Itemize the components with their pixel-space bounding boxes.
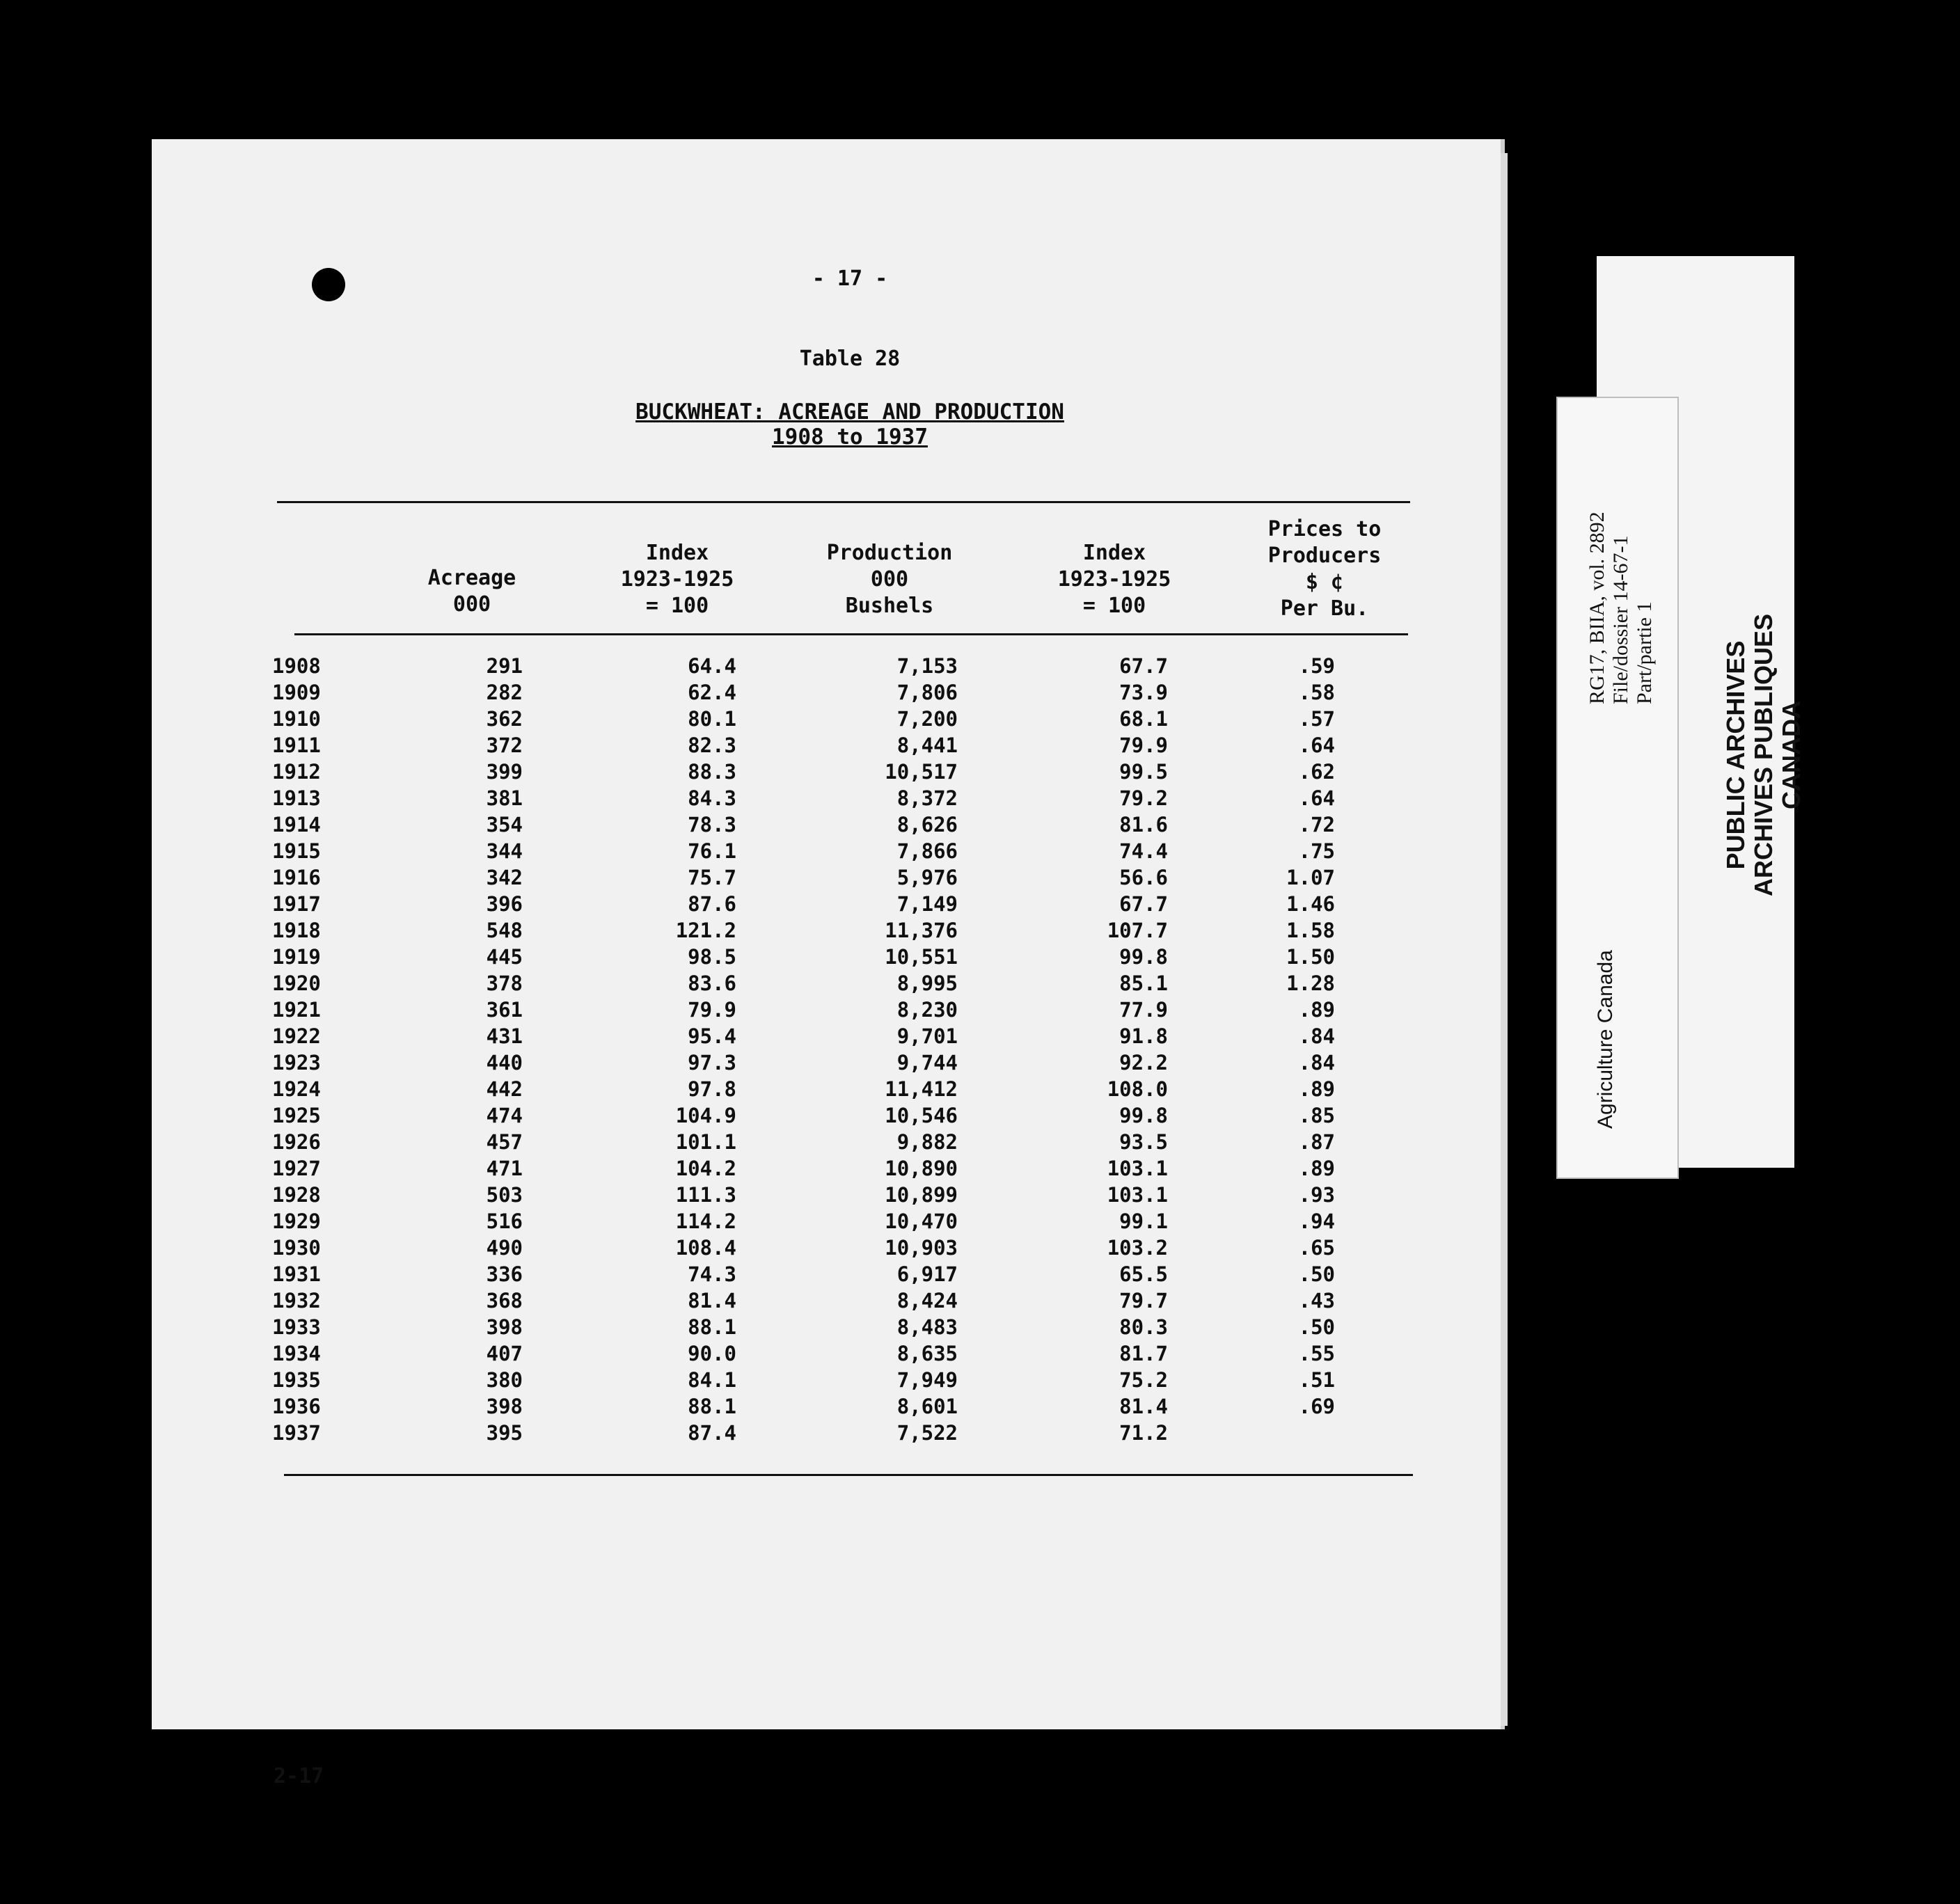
- production-cell: 6,917: [896, 1262, 958, 1286]
- price-cell: .59: [1298, 654, 1335, 678]
- document-page: [152, 139, 1501, 1788]
- production-index-cell: 68.1: [1119, 707, 1168, 731]
- acreage-index-cell: 88.1: [688, 1395, 736, 1418]
- acreage-cell: 440: [486, 1051, 523, 1074]
- acreage-index-cell: 88.1: [688, 1315, 736, 1339]
- table-title: BUCKWHEAT: ACREAGE AND PRODUCTION: [635, 399, 1064, 425]
- production-index-cell: 75.2: [1119, 1368, 1168, 1392]
- table-row: [152, 1236, 1501, 1262]
- acreage-index-cell: 104.2: [675, 1157, 736, 1180]
- table-row: [152, 1315, 1501, 1342]
- table-row: [152, 1130, 1501, 1157]
- year-cell: 1927: [272, 1157, 321, 1180]
- table-row: [152, 654, 1501, 681]
- table-row: [152, 707, 1501, 733]
- production-cell: 9,744: [896, 1051, 958, 1074]
- acreage-index-cell: 79.9: [688, 998, 736, 1022]
- price-cell: .51: [1298, 1368, 1335, 1392]
- acreage-index-cell: 88.3: [688, 760, 736, 784]
- table-row: [152, 1262, 1501, 1289]
- header-production-line2: 000: [870, 567, 909, 592]
- production-cell: 10,546: [885, 1104, 958, 1127]
- production-cell: 7,200: [896, 707, 958, 731]
- production-cell: 8,230: [896, 998, 958, 1022]
- price-cell: .72: [1298, 813, 1335, 836]
- price-cell: .89: [1298, 998, 1335, 1022]
- acreage-index-cell: 82.3: [688, 733, 736, 757]
- header-prices-line3: $ ¢: [1305, 570, 1344, 594]
- production-index-cell: 65.5: [1119, 1262, 1168, 1286]
- price-cell: .58: [1298, 681, 1335, 704]
- price-cell: 1.07: [1286, 866, 1335, 889]
- acreage-index-cell: 74.3: [688, 1262, 736, 1286]
- price-cell: 1.46: [1286, 892, 1335, 916]
- year-cell: 1913: [272, 786, 321, 810]
- production-cell: 9,701: [896, 1024, 958, 1048]
- production-index-cell: 99.8: [1119, 1104, 1168, 1127]
- acreage-cell: 474: [486, 1104, 523, 1127]
- table-row: [152, 839, 1501, 866]
- header-index2-line2: 1923-1925: [1057, 567, 1171, 592]
- table-row: [152, 1368, 1501, 1395]
- price-cell: .85: [1298, 1104, 1335, 1127]
- price-cell: .55: [1298, 1342, 1335, 1365]
- price-cell: .84: [1298, 1051, 1335, 1074]
- header-rule: [294, 633, 1408, 635]
- production-cell: 11,412: [885, 1077, 958, 1101]
- header-acreage-line2: 000: [452, 592, 491, 617]
- price-cell: .87: [1298, 1130, 1335, 1154]
- price-cell: .89: [1298, 1077, 1335, 1101]
- production-cell: 7,866: [896, 839, 958, 863]
- production-cell: 10,890: [885, 1157, 958, 1180]
- production-index-cell: 93.5: [1119, 1130, 1168, 1154]
- production-index-cell: 56.6: [1119, 866, 1168, 889]
- acreage-index-cell: 111.3: [675, 1183, 736, 1207]
- header-index-acreage: [597, 540, 757, 619]
- year-cell: 1923: [272, 1051, 321, 1074]
- production-index-cell: 92.2: [1119, 1051, 1168, 1074]
- year-cell: 1932: [272, 1289, 321, 1312]
- acreage-index-cell: 87.6: [688, 892, 736, 916]
- production-cell: 10,551: [885, 945, 958, 969]
- production-index-cell: 71.2: [1119, 1421, 1168, 1445]
- production-cell: 7,153: [896, 654, 958, 678]
- production-index-cell: 81.7: [1119, 1342, 1168, 1365]
- year-cell: 1909: [272, 681, 321, 704]
- acreage-cell: 471: [486, 1157, 523, 1180]
- acreage-cell: 398: [486, 1315, 523, 1339]
- department-label: Agriculture Canada: [1594, 950, 1617, 1129]
- header-index-production: [1034, 540, 1194, 619]
- production-cell: 10,903: [885, 1236, 958, 1260]
- acreage-cell: 516: [486, 1209, 523, 1233]
- acreage-cell: 380: [486, 1368, 523, 1392]
- header-index2-line1: Index: [1082, 541, 1146, 565]
- acreage-cell: 372: [486, 733, 523, 757]
- acreage-index-cell: 84.1: [688, 1368, 736, 1392]
- table-row: [152, 971, 1501, 998]
- production-cell: 8,626: [896, 813, 958, 836]
- year-cell: 1911: [272, 733, 321, 757]
- acreage-index-cell: 114.2: [675, 1209, 736, 1233]
- acreage-cell: 398: [486, 1395, 523, 1418]
- production-cell: 5,976: [896, 866, 958, 889]
- header-index2-line3: = 100: [1082, 594, 1146, 618]
- table-row: [152, 998, 1501, 1024]
- price-cell: 1.58: [1286, 919, 1335, 942]
- year-cell: 1918: [272, 919, 321, 942]
- acreage-index-cell: 97.8: [688, 1077, 736, 1101]
- header-acreage-line1: Acreage: [427, 566, 516, 590]
- acreage-cell: 344: [486, 839, 523, 863]
- archive-reference-label: [1556, 397, 1679, 1179]
- production-index-cell: 91.8: [1119, 1024, 1168, 1048]
- acreage-index-cell: 101.1: [675, 1130, 736, 1154]
- table-row: [152, 1289, 1501, 1315]
- acreage-index-cell: 121.2: [675, 919, 736, 942]
- year-cell: 1908: [272, 654, 321, 678]
- production-index-cell: 85.1: [1119, 971, 1168, 995]
- year-cell: 1930: [272, 1236, 321, 1260]
- year-cell: 1921: [272, 998, 321, 1022]
- price-cell: .57: [1298, 707, 1335, 731]
- production-index-cell: 108.0: [1107, 1077, 1168, 1101]
- price-cell: .69: [1298, 1395, 1335, 1418]
- price-cell: .93: [1298, 1183, 1335, 1207]
- acreage-index-cell: 80.1: [688, 707, 736, 731]
- production-cell: 8,372: [896, 786, 958, 810]
- price-cell: .75: [1298, 839, 1335, 863]
- production-index-cell: 73.9: [1119, 681, 1168, 704]
- acreage-cell: 548: [486, 919, 523, 942]
- year-cell: 1933: [272, 1315, 321, 1339]
- acreage-cell: 282: [486, 681, 523, 704]
- price-cell: .84: [1298, 1024, 1335, 1048]
- price-cell: 1.50: [1286, 945, 1335, 969]
- punch-hole-icon: [312, 268, 345, 301]
- year-cell: 1917: [272, 892, 321, 916]
- acreage-index-cell: 83.6: [688, 971, 736, 995]
- header-production-line1: Production: [826, 541, 953, 565]
- year-cell: 1922: [272, 1024, 321, 1048]
- year-cell: 1926: [272, 1130, 321, 1154]
- year-cell: 1912: [272, 760, 321, 784]
- acreage-cell: 336: [486, 1262, 523, 1286]
- year-cell: 1910: [272, 707, 321, 731]
- year-cell: 1924: [272, 1077, 321, 1101]
- production-cell: 11,376: [885, 919, 958, 942]
- production-cell: 8,441: [896, 733, 958, 757]
- table-row: [152, 866, 1501, 892]
- reference-line3: Part/partie 1: [1633, 601, 1656, 704]
- acreage-cell: 354: [486, 813, 523, 836]
- table-row: [152, 813, 1501, 839]
- footer-code: 2-17: [274, 1764, 324, 1788]
- header-prices-line4: Per Bu.: [1280, 596, 1369, 621]
- acreage-cell: 368: [486, 1289, 523, 1312]
- acreage-index-cell: 84.3: [688, 786, 736, 810]
- price-cell: 1.28: [1286, 971, 1335, 995]
- table-row: [152, 786, 1501, 813]
- acreage-cell: 490: [486, 1236, 523, 1260]
- production-cell: 9,882: [896, 1130, 958, 1154]
- production-cell: 7,522: [896, 1421, 958, 1445]
- acreage-index-cell: 81.4: [688, 1289, 736, 1312]
- acreage-cell: 395: [486, 1421, 523, 1445]
- production-index-cell: 74.4: [1119, 839, 1168, 863]
- acreage-cell: 503: [486, 1183, 523, 1207]
- table-row: [152, 919, 1501, 945]
- archive-stamp: [1722, 614, 1805, 896]
- year-cell: 1937: [272, 1421, 321, 1445]
- header-production-line3: Bushels: [845, 594, 934, 618]
- year-cell: 1916: [272, 866, 321, 889]
- production-index-cell: 77.9: [1119, 998, 1168, 1022]
- price-cell: .64: [1298, 733, 1335, 757]
- top-rule: [277, 501, 1410, 503]
- production-index-cell: 103.1: [1107, 1183, 1168, 1207]
- page-number: - 17 -: [812, 267, 888, 291]
- price-cell: .64: [1298, 786, 1335, 810]
- year-cell: 1928: [272, 1183, 321, 1207]
- acreage-index-cell: 78.3: [688, 813, 736, 836]
- production-cell: 10,899: [885, 1183, 958, 1207]
- acreage-cell: 361: [486, 998, 523, 1022]
- table-row: [152, 1077, 1501, 1104]
- stamp-line3: CANADA: [1777, 700, 1805, 809]
- acreage-cell: 442: [486, 1077, 523, 1101]
- table-row: [152, 945, 1501, 971]
- header-index1-line1: Index: [645, 541, 709, 565]
- bottom-rule: [284, 1474, 1413, 1476]
- production-index-cell: 103.2: [1107, 1236, 1168, 1260]
- acreage-index-cell: 97.3: [688, 1051, 736, 1074]
- table-row: [152, 760, 1501, 786]
- acreage-cell: 362: [486, 707, 523, 731]
- price-cell: .43: [1298, 1289, 1335, 1312]
- acreage-index-cell: 95.4: [688, 1024, 736, 1048]
- table-row: [152, 1395, 1501, 1421]
- acreage-cell: 378: [486, 971, 523, 995]
- header-production: [806, 540, 973, 619]
- production-cell: 8,483: [896, 1315, 958, 1339]
- table-row: [152, 892, 1501, 919]
- year-cell: 1915: [272, 839, 321, 863]
- table-row: [152, 1104, 1501, 1130]
- production-index-cell: 79.2: [1119, 786, 1168, 810]
- acreage-index-cell: 108.4: [675, 1236, 736, 1260]
- acreage-index-cell: 75.7: [688, 866, 736, 889]
- price-cell: .89: [1298, 1157, 1335, 1180]
- table-row: [152, 1051, 1501, 1077]
- year-cell: 1929: [272, 1209, 321, 1233]
- production-index-cell: 80.3: [1119, 1315, 1168, 1339]
- production-index-cell: 81.6: [1119, 813, 1168, 836]
- acreage-cell: 291: [486, 654, 523, 678]
- price-cell: .50: [1298, 1315, 1335, 1339]
- table-row: [152, 733, 1501, 760]
- acreage-index-cell: 76.1: [688, 839, 736, 863]
- acreage-cell: 399: [486, 760, 523, 784]
- acreage-cell: 396: [486, 892, 523, 916]
- production-index-cell: 99.1: [1119, 1209, 1168, 1233]
- year-cell: 1914: [272, 813, 321, 836]
- production-cell: 10,517: [885, 760, 958, 784]
- year-cell: 1935: [272, 1368, 321, 1392]
- table-row: [152, 1342, 1501, 1368]
- production-index-cell: 107.7: [1107, 919, 1168, 942]
- acreage-index-cell: 104.9: [675, 1104, 736, 1127]
- page-edge: [1501, 153, 1508, 1726]
- production-index-cell: 99.5: [1119, 760, 1168, 784]
- production-cell: 7,806: [896, 681, 958, 704]
- reference-line1: RG17, BIIA, vol. 2892: [1586, 511, 1609, 704]
- reference-line2: File/dossier 14-67-1: [1609, 535, 1632, 704]
- acreage-index-cell: 98.5: [688, 945, 736, 969]
- year-cell: 1934: [272, 1342, 321, 1365]
- table-row: [152, 1024, 1501, 1051]
- production-cell: 8,635: [896, 1342, 958, 1365]
- production-index-cell: 67.7: [1119, 892, 1168, 916]
- year-cell: 1936: [272, 1395, 321, 1418]
- production-cell: 8,601: [896, 1395, 958, 1418]
- production-cell: 8,995: [896, 971, 958, 995]
- acreage-index-cell: 62.4: [688, 681, 736, 704]
- production-index-cell: 99.8: [1119, 945, 1168, 969]
- year-cell: 1920: [272, 971, 321, 995]
- header-index1-line2: 1923-1925: [620, 567, 734, 592]
- stamp-line1: PUBLIC ARCHIVES: [1721, 640, 1750, 870]
- acreage-cell: 445: [486, 945, 523, 969]
- price-cell: .65: [1298, 1236, 1335, 1260]
- year-cell: 1925: [272, 1104, 321, 1127]
- acreage-index-cell: 64.4: [688, 654, 736, 678]
- production-cell: 8,424: [896, 1289, 958, 1312]
- price-cell: .94: [1298, 1209, 1335, 1233]
- acreage-cell: 407: [486, 1342, 523, 1365]
- acreage-index-cell: 87.4: [688, 1421, 736, 1445]
- header-index1-line3: = 100: [645, 594, 709, 618]
- price-cell: .50: [1298, 1262, 1335, 1286]
- acreage-cell: 457: [486, 1130, 523, 1154]
- table-subtitle: 1908 to 1937: [772, 425, 928, 450]
- year-cell: 1919: [272, 945, 321, 969]
- production-cell: 7,149: [896, 892, 958, 916]
- acreage-index-cell: 90.0: [688, 1342, 736, 1365]
- acreage-cell: 381: [486, 786, 523, 810]
- table-row: [152, 1421, 1501, 1447]
- table-row: [152, 1157, 1501, 1183]
- production-cell: 10,470: [885, 1209, 958, 1233]
- table-number: Table 28: [799, 347, 901, 371]
- table-row: [152, 1209, 1501, 1236]
- production-index-cell: 103.1: [1107, 1157, 1168, 1180]
- header-prices-line2: Producers: [1267, 544, 1382, 568]
- production-index-cell: 81.4: [1119, 1395, 1168, 1418]
- archive-reference: [1586, 511, 1657, 704]
- stamp-line2: ARCHIVES PUBLIQUES: [1749, 613, 1778, 896]
- year-cell: 1931: [272, 1262, 321, 1286]
- price-cell: .62: [1298, 760, 1335, 784]
- production-cell: 7,949: [896, 1368, 958, 1392]
- acreage-cell: 431: [486, 1024, 523, 1048]
- production-index-cell: 79.7: [1119, 1289, 1168, 1312]
- header-acreage: [416, 565, 528, 618]
- header-prices-line1: Prices to: [1267, 517, 1382, 541]
- table-row: [152, 681, 1501, 707]
- acreage-cell: 342: [486, 866, 523, 889]
- header-prices: [1251, 516, 1398, 622]
- production-index-cell: 79.9: [1119, 733, 1168, 757]
- production-index-cell: 67.7: [1119, 654, 1168, 678]
- table-row: [152, 1183, 1501, 1209]
